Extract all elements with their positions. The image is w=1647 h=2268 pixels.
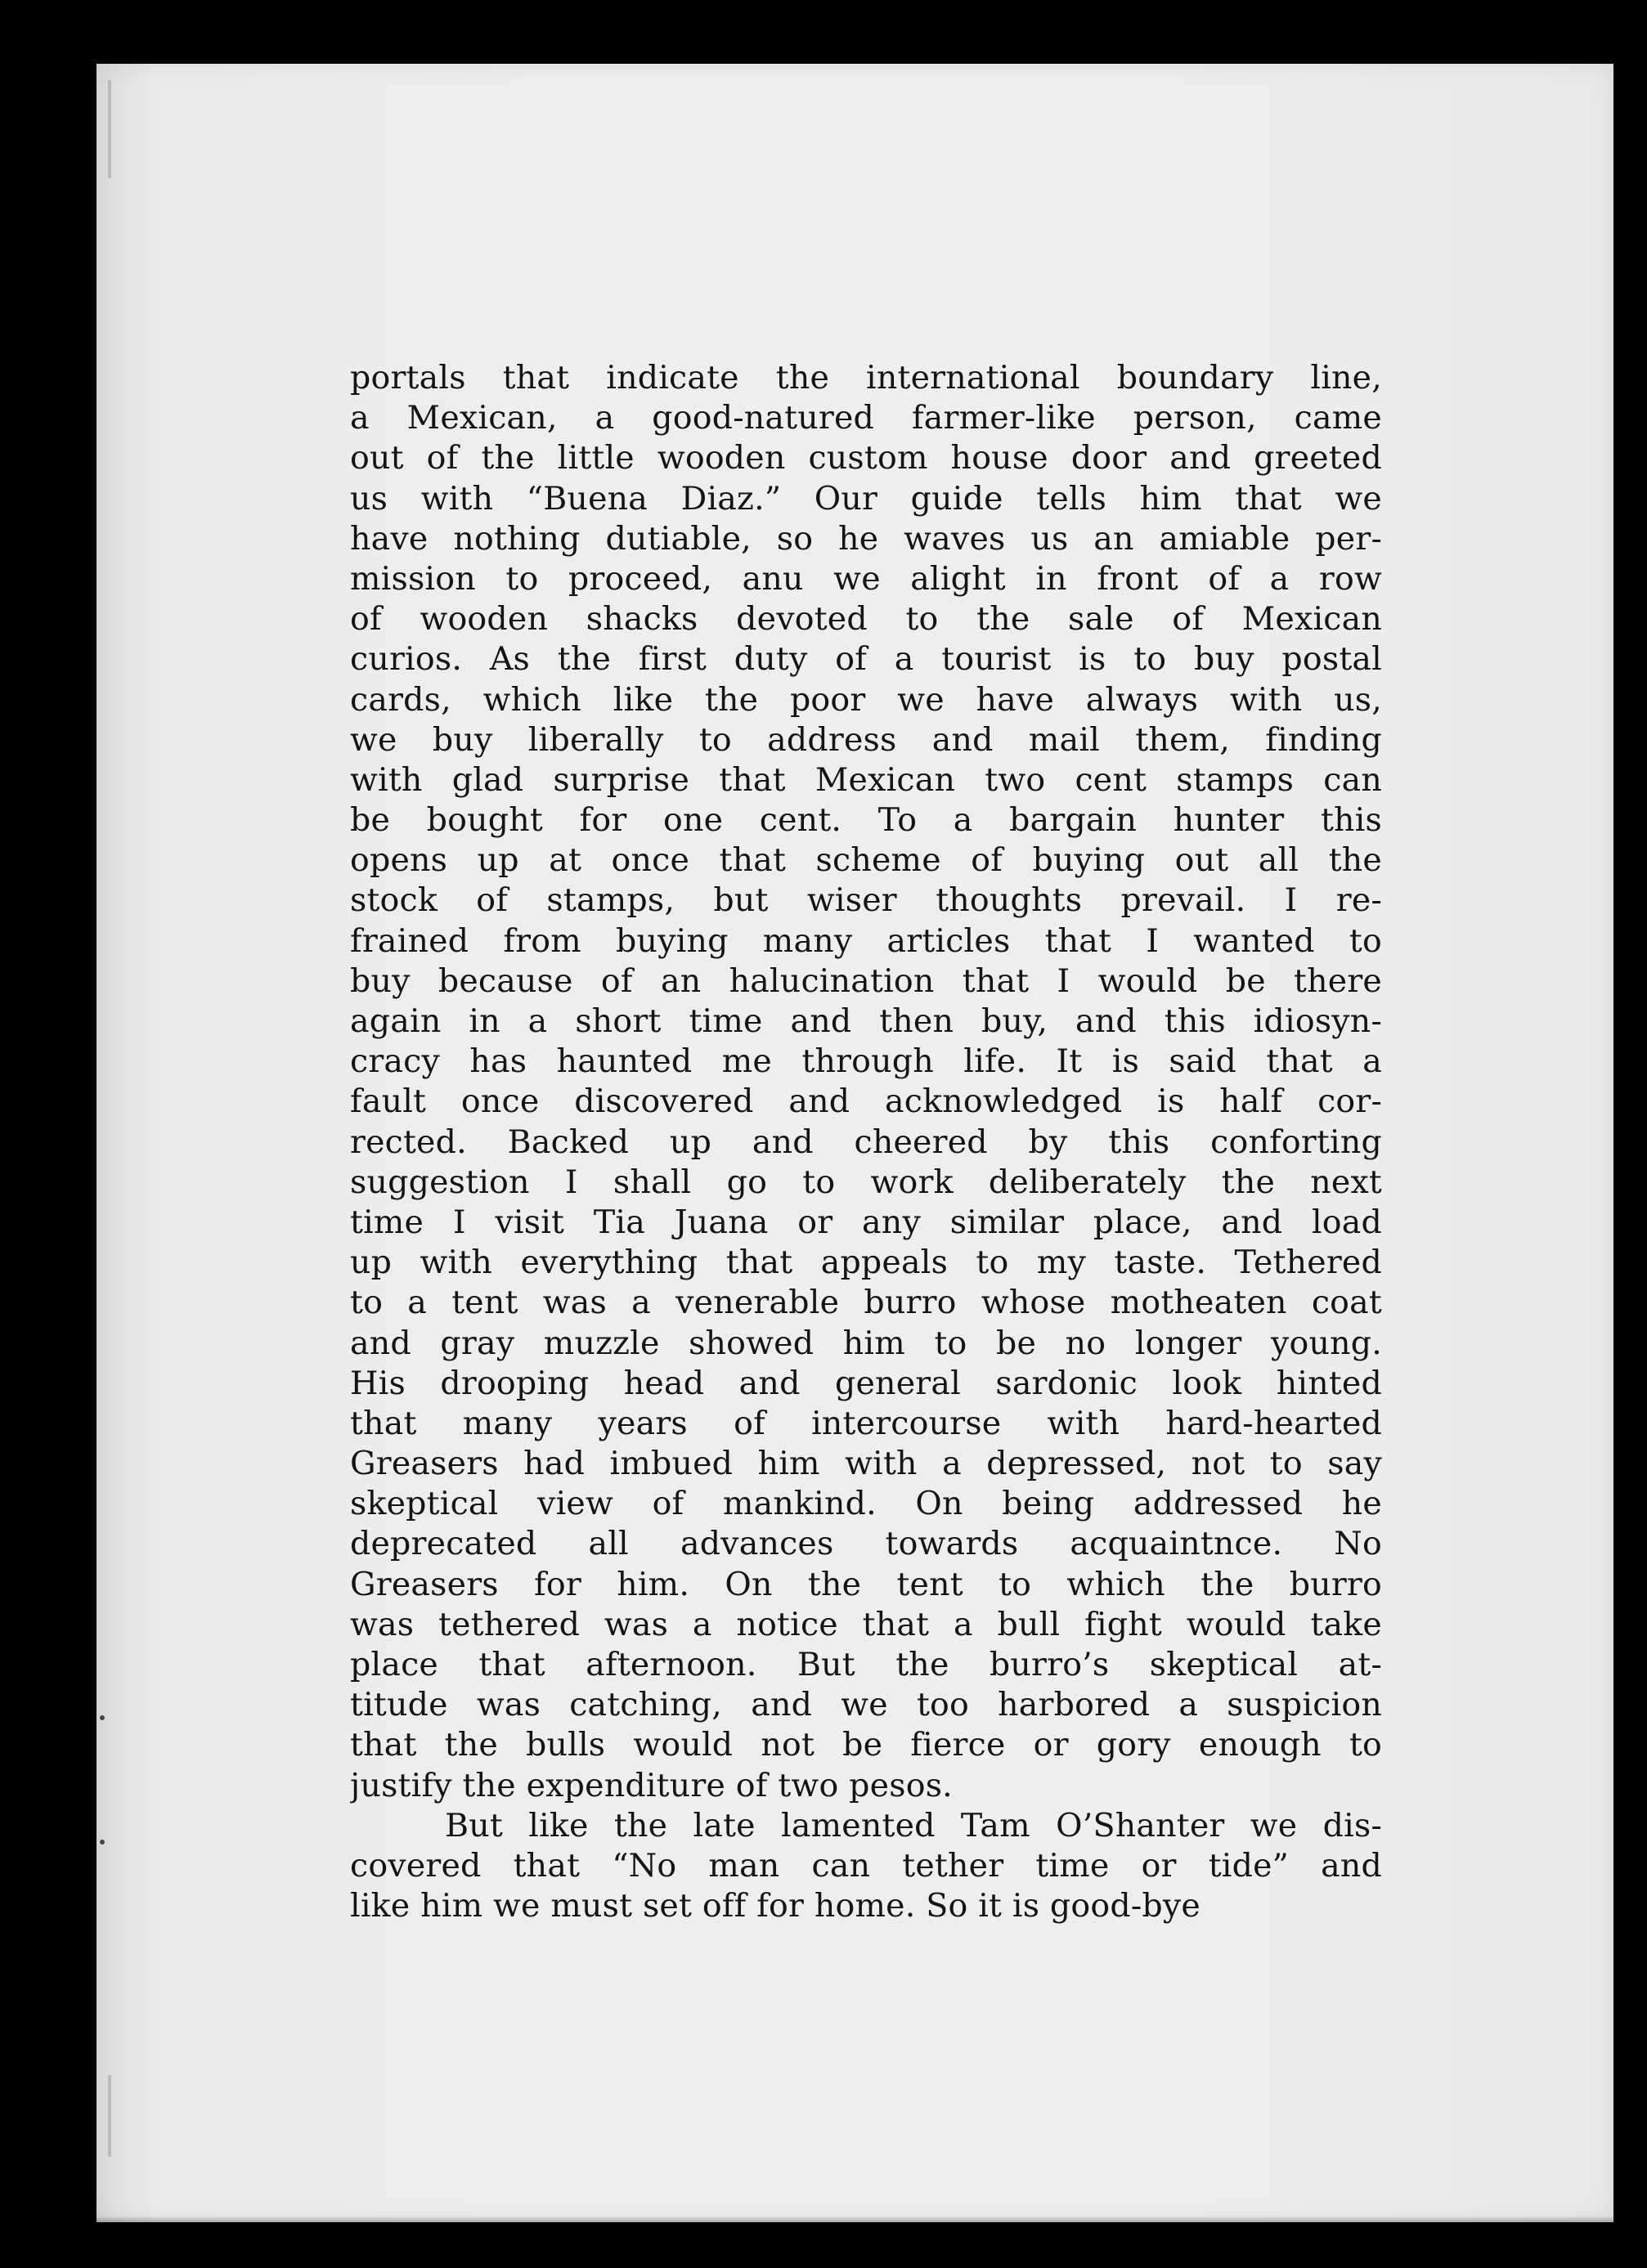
text-line: skeptical view of mankind. On being addressed he xyxy=(350,1485,1382,1523)
text-line: again in a short time and then buy, and this idiosyn- xyxy=(350,1002,1382,1040)
page-speck xyxy=(100,1840,105,1844)
page-body-text xyxy=(350,358,1382,1926)
text-line: like him we must set off for home. So it is good-bye xyxy=(350,1887,1200,1925)
text-line: opens up at once that scheme of buying out all the xyxy=(350,841,1382,880)
text-line: cards, which like the poor we have always with us, xyxy=(350,680,1382,719)
text-line: us with “Buena Diaz.” Our guide tells him that we xyxy=(350,479,1382,518)
text-line: cracy has haunted me through life. It is said that a xyxy=(350,1042,1382,1081)
text-line: buy because of an halucination that I would be there xyxy=(350,961,1382,1000)
text-line: we buy liberally to address and mail them, finding xyxy=(350,720,1382,759)
text-line: Greasers had imbued him with a depressed, not to say xyxy=(350,1445,1382,1483)
text-line: But like the late lamented Tam O’Shanter we dis- xyxy=(445,1806,1382,1844)
text-line: His drooping head and general sardonic look hinted xyxy=(350,1364,1382,1402)
text-line: justify the expenditure of two pesos. xyxy=(350,1766,953,1804)
text-line: mission to proceed, anu we alight in front of a row xyxy=(350,559,1382,598)
text-line: rected. Backed up and cheered by this conforting xyxy=(350,1123,1382,1161)
text-line: covered that “No man can tether time or tide” and xyxy=(350,1846,1382,1885)
text-line: to a tent was a venerable burro whose motheaten coat xyxy=(350,1284,1382,1322)
text-line: deprecated all advances towards acquaintnce. No xyxy=(350,1525,1382,1563)
text-line: curios. As the first duty of a tourist is to buy postal xyxy=(350,640,1382,679)
page-bottom-edge xyxy=(96,2216,1613,2222)
text-line: time I visit Tia Juana or any similar place, and load xyxy=(350,1203,1382,1241)
text-line: Greasers for him. On the tent to which the burro xyxy=(350,1565,1382,1603)
text-line: have nothing dutiable, so he waves us an amiable per- xyxy=(350,519,1382,558)
text-line: be bought for one cent. To a bargain hunter this xyxy=(350,801,1382,840)
text-line: and gray muzzle showed him to be no longer young. xyxy=(350,1324,1382,1362)
text-line: that the bulls would not be fierce or gory enough to xyxy=(350,1726,1382,1764)
text-line: fault once discovered and acknowledged is half cor- xyxy=(350,1082,1382,1121)
text-line: titude was catching, and we too harbored a suspicion xyxy=(350,1686,1382,1724)
text-line: place that afternoon. But the burro’s skeptical at- xyxy=(350,1646,1382,1683)
text-line: was tethered was a notice that a bull fight would take xyxy=(350,1605,1382,1643)
text-line: of wooden shacks devoted to the sale of Mexican xyxy=(350,600,1382,639)
text-line: with glad surprise that Mexican two cent stamps can xyxy=(350,760,1382,799)
text-line: that many years of intercourse with hard-hearted xyxy=(350,1404,1382,1442)
text-line: frained from buying many articles that I wanted to xyxy=(350,921,1382,960)
text-line: out of the little wooden custom house door and greeted xyxy=(350,439,1382,477)
text-line: a Mexican, a good-natured farmer-like person, came xyxy=(350,399,1382,437)
text-line: portals that indicate the international boundary line, xyxy=(350,359,1382,397)
gutter-edge-mark xyxy=(108,80,111,178)
text-line: suggestion I shall go to work deliberately the next xyxy=(350,1163,1382,1201)
gutter-edge-mark xyxy=(108,2075,111,2157)
text-line: stock of stamps, but wiser thoughts prevail. I re- xyxy=(350,881,1382,920)
text-line: up with everything that appeals to my taste. Tethered xyxy=(350,1244,1382,1282)
book-page xyxy=(96,64,1613,2222)
page-speck xyxy=(100,1715,105,1720)
